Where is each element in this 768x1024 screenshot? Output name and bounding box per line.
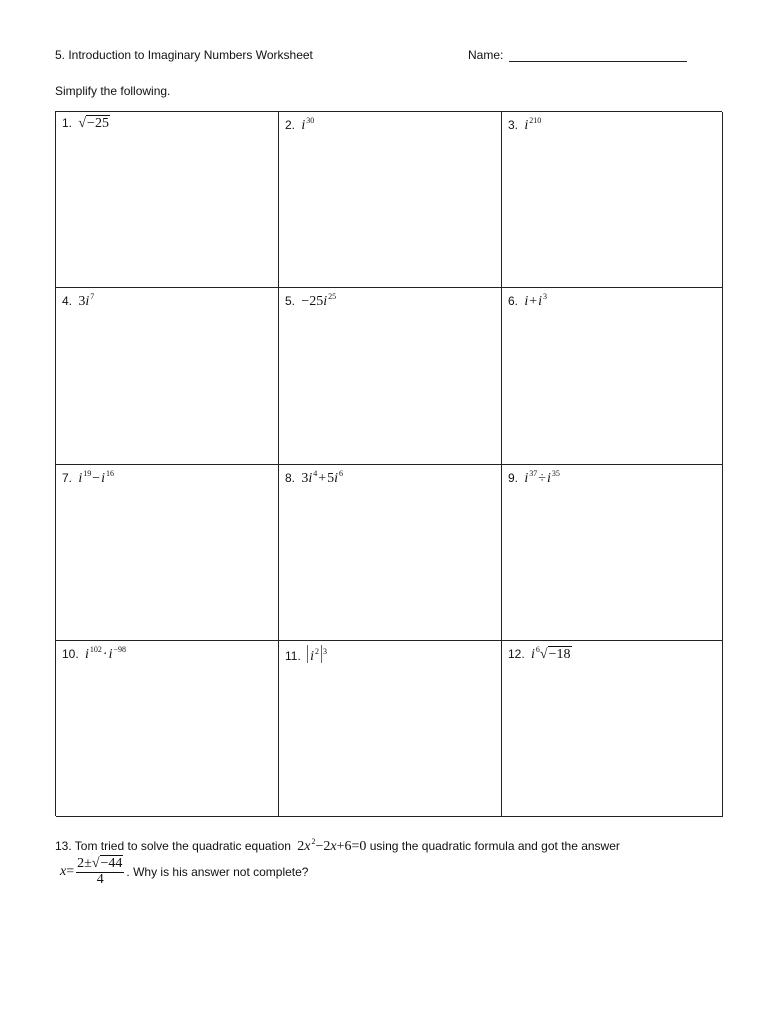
power-expression (78, 294, 94, 309)
exponent: 7 (90, 292, 95, 301)
numerator-prefix: 2± (77, 856, 92, 871)
exponent: 4 (313, 469, 318, 478)
problem-number: 5. (285, 294, 296, 308)
problem-grid (55, 111, 722, 816)
radicand: −25 (87, 116, 109, 131)
problem-number: 4. (62, 294, 73, 308)
exponent: 102 (89, 645, 102, 654)
exponent: 25 (328, 292, 337, 301)
exponent: 35 (551, 469, 560, 478)
exponent: 19 (83, 469, 92, 478)
variable: x (304, 839, 311, 854)
question-13-line2 (57, 856, 308, 887)
operator: ÷ (538, 471, 546, 486)
parenthesized-group (307, 645, 322, 663)
operator: + (318, 471, 327, 486)
problem-cell-3[interactable] (502, 112, 723, 288)
product-expression (85, 647, 126, 662)
operator: − (92, 471, 101, 486)
term: −2 (315, 839, 331, 854)
base: i (85, 294, 90, 309)
exponent: 6 (535, 645, 540, 654)
exponent: 210 (529, 116, 542, 125)
base: i (310, 649, 315, 664)
radical-sign: √ (539, 647, 548, 662)
exponent: −98 (113, 645, 126, 654)
answer-fraction (76, 856, 124, 887)
problem-cell-2[interactable] (279, 112, 502, 288)
question-13-question: . Why is his answer not complete? (126, 864, 309, 879)
radicand: −44 (100, 856, 123, 871)
problem-number: 11. (285, 649, 301, 663)
radical-sign: √ (78, 116, 87, 131)
base: i (78, 471, 83, 486)
base: i (531, 647, 535, 662)
quadratic-equation (297, 839, 366, 854)
radical-sign: √ (91, 856, 100, 871)
exponent: 6 (339, 469, 344, 478)
difference-expression (78, 471, 114, 486)
base: i (85, 647, 89, 662)
problem-number: 2. (285, 118, 296, 132)
exponent: 16 (106, 469, 115, 478)
problem-number: 10. (62, 647, 79, 661)
fraction-numerator (76, 856, 124, 873)
name-blank-line[interactable] (509, 61, 687, 62)
coefficient: 2 (297, 839, 305, 854)
power-expression (524, 118, 541, 133)
problem-cell-4[interactable] (56, 288, 279, 465)
problem-cell-7[interactable] (56, 465, 279, 641)
problem-number: 1. (62, 116, 73, 130)
instructions: Simplify the following. (55, 84, 171, 98)
problem-cell-12[interactable] (502, 641, 723, 817)
base: i (524, 471, 529, 486)
equals-sign: = (66, 863, 75, 879)
nested-power-expression (307, 649, 327, 664)
fraction-denominator: 4 (96, 872, 104, 887)
exponent: 2 (311, 837, 316, 846)
product-expression (531, 647, 571, 662)
quotient-expression (524, 471, 559, 486)
base: i (101, 471, 106, 486)
operator: + (529, 294, 538, 309)
problem-number: 12. (508, 647, 525, 661)
problem-number: 9. (508, 471, 519, 485)
power-expression (301, 118, 314, 133)
square-root-expression (78, 116, 110, 132)
base: i (538, 294, 543, 309)
outer-exponent: 3 (323, 647, 328, 656)
coefficient: −25 (301, 294, 324, 309)
base: i (308, 471, 313, 486)
variable: x (60, 863, 67, 879)
exponent: 37 (529, 469, 538, 478)
exponent: 3 (543, 292, 548, 301)
problem-number: 3. (508, 118, 519, 132)
problem-cell-8[interactable] (279, 465, 502, 641)
sum-expression (301, 471, 343, 486)
problem-cell-11[interactable] (279, 641, 502, 817)
sum-expression (524, 294, 547, 309)
square-root-expression (540, 647, 572, 663)
term: +6=0 (336, 839, 367, 854)
inner-exponent: 2 (315, 647, 320, 656)
problem-number: 7. (62, 471, 73, 485)
problem-cell-9[interactable] (502, 465, 723, 641)
worksheet-title: 5. Introduction to Imaginary Numbers Worksheet (55, 48, 313, 62)
question-13-line1 (55, 837, 735, 855)
base: i (108, 647, 113, 662)
term: i (524, 294, 529, 309)
coefficient: 3 (301, 471, 309, 486)
exponent: 30 (306, 116, 315, 125)
question-13-text: using the quadratic formula and got the answer (366, 839, 620, 853)
problem-cell-6[interactable] (502, 288, 723, 465)
problem-cell-5[interactable] (279, 288, 502, 465)
coefficient: 5 (327, 471, 335, 486)
square-root-expression (92, 856, 124, 872)
problem-number: 8. (285, 471, 296, 485)
base: i (524, 118, 529, 133)
problem-number: 6. (508, 294, 519, 308)
problem-cell-10[interactable] (56, 641, 279, 817)
radicand: −18 (548, 647, 571, 662)
power-expression (301, 294, 336, 309)
base: i (301, 118, 306, 133)
base: i (546, 471, 551, 486)
base: i (334, 471, 339, 486)
variable: x (330, 839, 337, 854)
problem-cell-1[interactable] (56, 112, 279, 288)
operator: · (102, 647, 108, 662)
coefficient: 3 (78, 294, 86, 309)
question-13-intro: 13. Tom tried to solve the quadratic equation (55, 839, 295, 853)
name-label: Name: (468, 48, 504, 62)
base: i (323, 294, 328, 309)
